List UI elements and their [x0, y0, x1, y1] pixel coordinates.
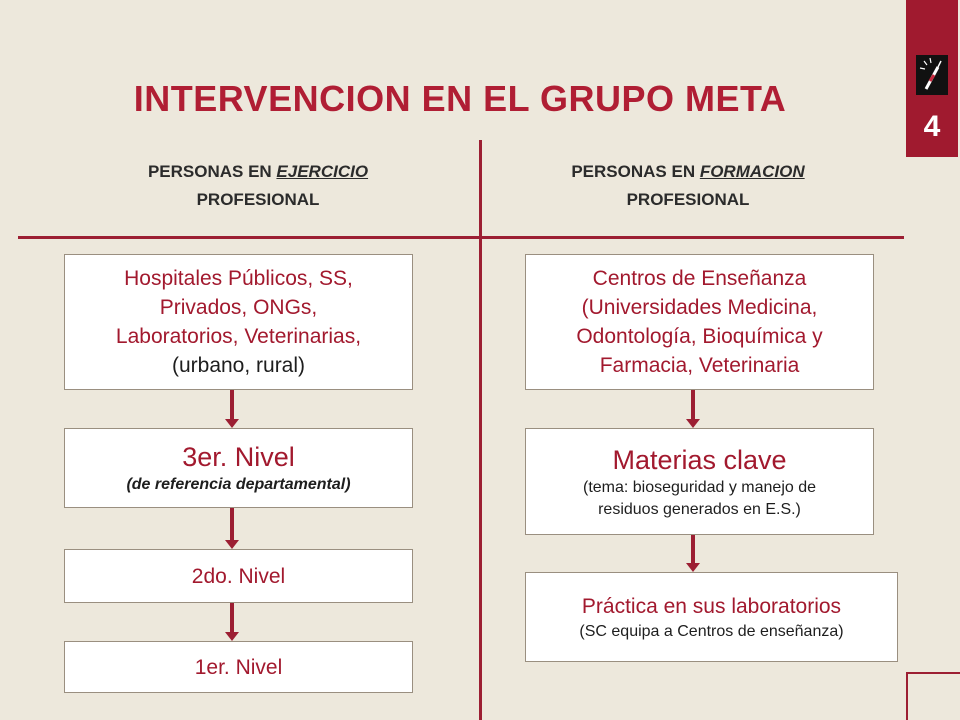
materias-clave-box — [525, 428, 874, 535]
right-header-prefix: PERSONAS EN — [571, 162, 700, 181]
level-2-label: 2do. Nivel — [191, 564, 286, 588]
box-line: Privados, ONGs, — [159, 296, 318, 319]
box-line: Odontología, Bioquímica y — [576, 325, 823, 348]
vertical-divider — [479, 140, 482, 720]
box-line: Hospitales Públicos, SS, — [124, 267, 353, 290]
horizontal-divider — [18, 236, 904, 239]
level-3-sublabel: (de referencia departamental) — [126, 476, 351, 493]
level-3-box — [64, 428, 413, 508]
right-header-emphasis: FORMACION — [699, 162, 805, 181]
box-line: Laboratorios, Veterinarias, — [115, 325, 362, 348]
box-line: Farmacia, Veterinaria — [599, 354, 800, 377]
level-1-box — [64, 641, 413, 693]
arrow-down-icon — [225, 603, 239, 641]
level-2-box — [64, 549, 413, 603]
left-header-prefix: PERSONAS EN — [147, 162, 277, 181]
slide-number-tab — [906, 0, 958, 157]
box-line: (urbano, rural) — [171, 354, 306, 377]
arrow-down-icon — [225, 390, 239, 428]
materias-sub-line: residuos generados en E.S.) — [598, 500, 801, 518]
materias-clave-label: Materias clave — [612, 444, 787, 475]
right-header-line2: PROFESIONAL — [626, 190, 750, 209]
left-column-header — [78, 158, 438, 214]
left-institutions-box — [64, 254, 413, 390]
box-line: (Universidades Medicina, — [581, 296, 818, 319]
right-column-header — [508, 158, 868, 214]
level-3-label: 3er. Nivel — [182, 442, 295, 472]
materias-sub-line: (tema: bioseguridad y manejo de — [582, 478, 817, 496]
box-line: Centros de Enseñanza — [592, 267, 807, 290]
slide-number: 4 — [923, 110, 941, 143]
left-header-line2: PROFESIONAL — [196, 190, 320, 209]
practica-label: Práctica en sus laboratorios — [581, 594, 842, 618]
practica-box — [525, 572, 898, 662]
right-institutions-box — [525, 254, 874, 390]
corner-frame — [906, 672, 960, 720]
arrow-down-icon — [686, 390, 700, 428]
slide-title: INTERVENCION EN EL GRUPO META — [133, 78, 787, 119]
left-header-emphasis: EJERCICIO — [276, 162, 369, 181]
level-1-label: 1er. Nivel — [194, 655, 283, 679]
arrow-down-icon — [225, 508, 239, 549]
practica-sublabel: (SC equipa a Centros de enseñanza) — [579, 622, 844, 640]
syringe-logo-icon — [916, 55, 948, 95]
arrow-down-icon — [686, 535, 700, 572]
